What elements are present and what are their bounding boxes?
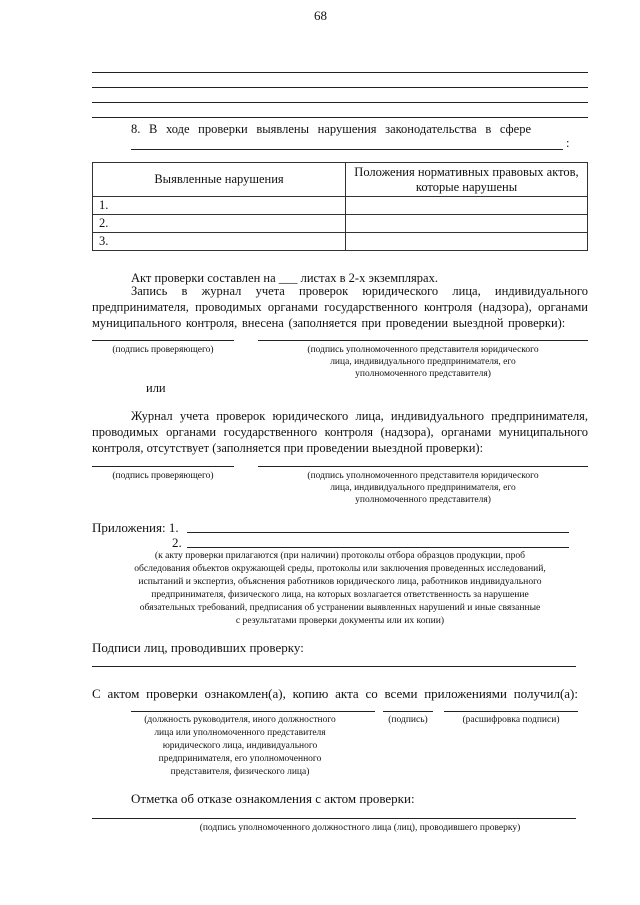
journal-absent-line: проводимых органами государственного контроля (надзора), органами муниципального [92,425,588,439]
journal-entry-line: муниципального контроля, внесена (заполняется при проведении выездной проверки): [92,316,566,330]
attachments-note-line: испытаний и экспертиз, объяснения работников юридического лица, работников индивидуального [138,576,542,587]
position-line [131,711,375,712]
table-header-norms: Положения нормативных правовых актов, которые нарушены [346,163,588,197]
decoding-caption: (расшифровка подписи) [462,715,560,725]
representative-caption-line: (подпись уполномоченного представителя юридического [307,345,539,355]
table-cell [346,197,588,215]
blank-line [92,102,588,103]
journal-entry-line: Запись в журнал учета проверок юридического лица, индивидуального [131,284,588,298]
table-row [93,233,588,251]
table-row [93,215,588,233]
acquainted-text: С актом проверки ознакомлен(а), копию акта со всеми приложениями получил(а): [92,686,578,701]
attachments-note-line: (к акту проверки прилагаются (при наличии) протоколы отбора образцов продукции, проб [154,550,526,561]
representative-caption-line: уполномоченного представителя) [355,369,491,379]
representative-caption-line: лица, индивидуального предпринимателя, его [330,357,516,367]
representative-signature-line [258,340,588,341]
blank-line [92,72,588,73]
representative-signature-line [258,466,588,467]
refusal-line [92,818,576,819]
attachment-2-line [187,547,569,548]
position-caption-line: юридического лица, индивидуального [162,741,318,751]
position-caption-line: предпринимателя, его уполномоченного [158,754,322,764]
table-cell: 3. [93,233,346,251]
journal-absent-line: Журнал учета проверок юридического лица, индивидуального предпринимателя, [131,409,588,423]
table-header-row [93,163,588,197]
representative-caption-line: уполномоченного представителя) [355,495,491,505]
journal-entry-line: предпринимателя, проводимых органами государственного контроля (надзора), органами [92,300,588,314]
section-8-text: 8. В ходе проверки выявлены нарушения законодательства в сфере [131,122,531,136]
table-cell [346,215,588,233]
table-cell [346,233,588,251]
act-copies-text: Акт проверки составлен на ___ листах в 2-х экземплярах. [131,271,438,285]
table-cell: 2. [93,215,346,233]
representative-caption-line: лица, индивидуального предпринимателя, его [330,483,516,493]
inspectors-signatures-line [92,666,576,667]
page-number: 68 [314,8,327,23]
inspector-signature-caption: (подпись проверяющего) [112,345,214,355]
attachments-label: Приложения: 1. [92,520,179,535]
signature-line [383,711,433,712]
inspector-signature-line [92,466,234,467]
blank-line [92,87,588,88]
attachments-note-line: предпринимателя, физического лица, на которых возлагается ответственность за нарушение [151,589,529,600]
table-cell: 1. [93,197,346,215]
inspector-signature-line [92,340,234,341]
refusal-text: Отметка об отказе ознакомления с актом проверки: [131,791,415,806]
violations-table [92,162,588,251]
inspector-signature-caption: (подпись проверяющего) [112,471,214,481]
attachment-1-line [187,532,569,533]
blank-line [92,117,588,118]
attachments-note-line: обязательных требований, предписания об устранении выявленных нарушений и иные связанные [139,602,541,613]
position-caption-line: (должность руководителя, иного должностного [144,715,336,725]
attachments-note-line: с результатами проверки документы или их копии) [235,615,445,626]
position-caption-line: представителя, физического лица) [170,767,310,777]
refusal-caption: (подпись уполномоченного должностного лица (лиц), проводившего проверку) [199,823,521,833]
signature-caption: (подпись) [388,715,428,725]
or-text: или [146,381,166,395]
journal-absent-line: контроля, отсутствует (заполняется при проведении выездной проверки): [92,441,484,455]
inspectors-signatures-label: Подписи лиц, проводивших проверку: [92,640,304,655]
position-caption-line: лица или уполномоченного представителя [154,728,326,738]
attachments-note-line: обследования объектов окружающей среды, протоколы или заключения проведенных исследований, [134,563,546,574]
section-8-colon: : [566,136,570,150]
attachment-2-label: 2. [172,535,182,550]
representative-caption-line: (подпись уполномоченного представителя юридического [307,471,539,481]
table-row [93,197,588,215]
section-8-fill-line [131,149,563,150]
table-header-violations: Выявленные нарушения [93,163,346,197]
decoding-line [444,711,578,712]
